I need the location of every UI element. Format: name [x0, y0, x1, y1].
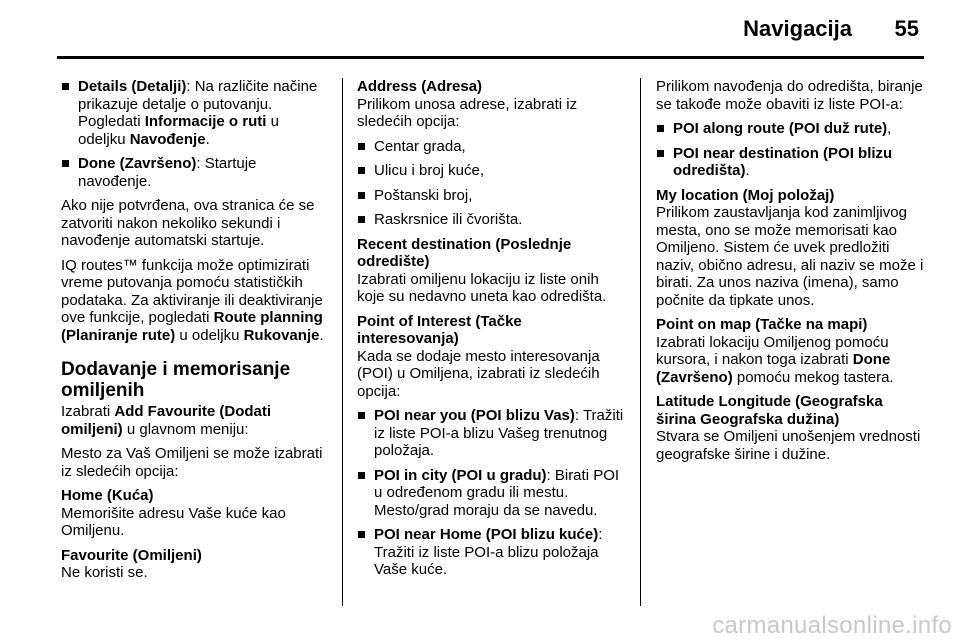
option-my-location: My location (Moj položaj) Prilikom zaustavljanja kod zanimljivog mesta, ono se može memorisati kao Omiljeno. Sistem će uvek predložiti naziv, obično adresu, ali naziv se može i birati. Za unos naziva (imena), samo počnite da tipkate unos.	[656, 186, 924, 309]
option-address: Address (Adresa) Prilikom unosa adrese, izabrati iz sledećih opcija:	[357, 78, 578, 130]
column-2	[357, 78, 627, 586]
list-item: Details (Detalji): Na različite načine prikazuje detalje o putovanju. Pogledati Informacije o ruti u odeljku Navođenje.	[61, 78, 329, 148]
watermark: carmanualsonline.info	[712, 612, 952, 639]
paragraph: Izabrati Add Favourite (Dodati omiljeni) u glavnom meniju:	[61, 403, 272, 438]
list-item: Centar grada,	[357, 138, 627, 156]
page-number: 55	[894, 16, 919, 41]
list-item: Poštanski broj,	[357, 187, 627, 205]
list-item: POI along route (POI duž rute),	[656, 120, 926, 138]
header-rule	[57, 56, 924, 59]
paragraph: Mesto za Vaš Omiljeni se može izabrati iz sledećih opcija:	[61, 445, 323, 480]
list-item: Ulicu i broj kuće,	[357, 162, 627, 180]
option-latitude-longitude: Latitude Longitude (Geografska širina Geografska dužina) Stvara se Omiljeni unošenjem vrednosti geografske širine i dužine.	[656, 393, 921, 463]
list-item: Raskrsnice ili čvorišta.	[357, 211, 627, 229]
page-title: Navigacija	[743, 16, 852, 41]
paragraph: IQ routes™ funkcija može optimizirati vreme putovanja pomoću statističkih podataka. Za aktiviranje ili deaktiviranje ove funkcije, pogledati Route planning (Planiranje rute) u odeljku Rukovanje.	[61, 256, 324, 344]
column-3	[656, 78, 926, 470]
list-item: POI near you (POI blizu Vas): Tražiti iz liste POI-a blizu Vašeg trenutnog položaja.	[357, 407, 627, 460]
list-item: POI near destination (POI blizu odredišta).	[656, 145, 926, 180]
column-divider-2	[640, 78, 641, 606]
list-item: Done (Završeno): Startuje navođenje.	[61, 155, 329, 190]
option-home: Home (Kuća) Memorišite adresu Vaše kuće kao Omiljenu.	[61, 487, 286, 539]
list-item: POI in city (POI u gradu): Birati POI u određenom gradu ili mestu. Mesto/grad moraju da se navedu.	[357, 467, 627, 520]
option-favourite: Favourite (Omiljeni) Ne koristi se.	[61, 546, 202, 581]
page-header	[0, 0, 960, 58]
option-recent-destination: Recent destination (Poslednje odredište) Izabrati omiljenu lokaciju iz liste onih koje su nedavno uneta kao odredišta.	[357, 235, 607, 305]
option-point-of-interest: Point of Interest (Tačke interesovanja) Kada se dodaje mesto interesovanja (POI) u Omiljena, izabrati iz sledećih opcija:	[357, 312, 600, 400]
paragraph: Prilikom navođenja do odredišta, biranje se takođe može obaviti iz liste POI-a:	[656, 78, 923, 113]
paragraph: Ako nije potvrđena, ova stranica će se zatvoriti nakon nekoliko sekundi i navođenje automatski startuje.	[61, 197, 315, 249]
list-item: POI near Home (POI blizu kuće): Tražiti iz liste POI-a blizu položaja Vaše kuće.	[357, 526, 627, 579]
option-point-on-map: Point on map (Tačke na mapi) Izabrati lokaciju Omiljenog pomoću kursora, i nakon toga izabrati Done (Završeno) pomoću mekog tastera.	[656, 316, 894, 386]
column-1	[61, 78, 329, 589]
column-divider-1	[342, 78, 343, 606]
section-heading: Dodavanje i memorisanje omiljenih	[61, 359, 291, 401]
